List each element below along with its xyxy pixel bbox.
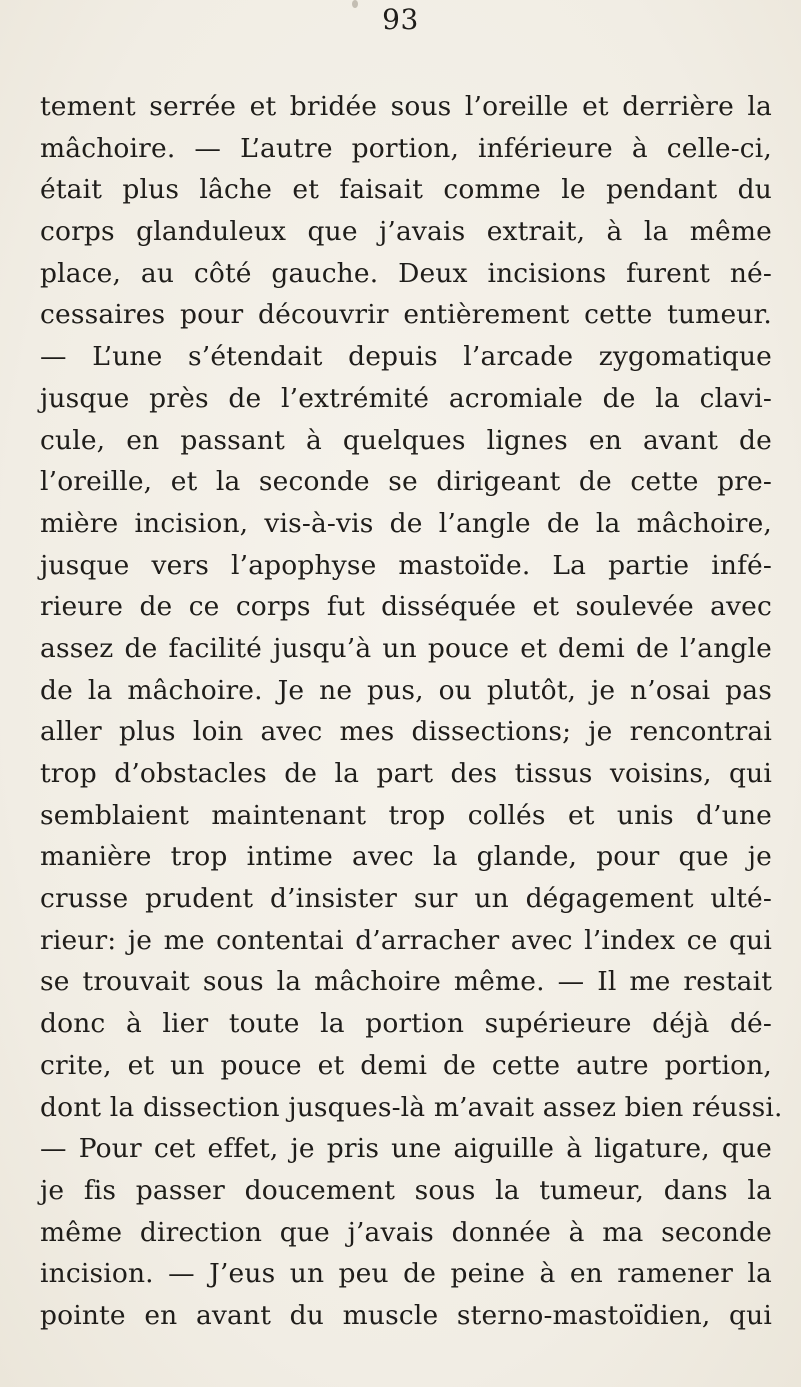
text-line: cule, en passant à quelques lignes en avant de [40, 424, 772, 456]
text-line: assez de facilité jusqu’à un pouce et demi de l’angle [40, 632, 772, 664]
text-line: pointe en avant du muscle sterno-mastoïdien, qui [40, 1299, 772, 1331]
text-line: place, au côté gauche. Deux incisions furent né- [40, 257, 772, 289]
text-line: mâchoire. — L’autre portion, inférieure à celle-ci, [40, 132, 772, 164]
text-line: se trouvait sous la mâchoire même. — Il me restait [40, 966, 772, 998]
body-text [40, 86, 783, 1337]
text-line: manière trop intime avec la glande, pour que je [40, 841, 772, 873]
text-line: donc à lier toute la portion supérieure déjà dé- [40, 1008, 772, 1040]
text-line: corps glanduleux que j’avais extrait, à la même [40, 216, 772, 248]
text-line: mière incision, vis-à-vis de l’angle de la mâchoire, [40, 507, 772, 539]
text-line: rieure de ce corps fut disséquée et soulevée avec [40, 591, 772, 623]
page-number: 93 [382, 3, 419, 36]
text-line: était plus lâche et faisait comme le pendant du [40, 174, 772, 206]
text-line: dont la dissection jusques-là m’avait assez bien réussi. [40, 1091, 783, 1123]
text-line: même direction que j’avais donnée à ma seconde [40, 1216, 772, 1248]
text-line: jusque près de l’extrémité acromiale de la clavi- [40, 382, 772, 414]
text-line: aller plus loin avec mes dissections; je rencontrai [40, 716, 772, 748]
text-line: je fis passer doucement sous la tumeur, dans la [40, 1174, 772, 1206]
text-line: jusque vers l’apophyse mastoïde. La partie infé- [40, 549, 772, 581]
text-line: incision. — J’eus un peu de peine à en ramener la [40, 1258, 772, 1290]
text-line: semblaient maintenant trop collés et unis d’une [40, 799, 772, 831]
text-line: l’oreille, et la seconde se dirigeant de cette pre- [40, 466, 772, 498]
text-line: trop d’obstacles de la part des tissus voisins, qui [40, 758, 772, 789]
text-line: rieur: je me contentai d’arracher avec l’index ce qui [40, 924, 772, 956]
text-line: cessaires pour découvrir entièrement cette tumeur. [40, 299, 772, 331]
text-line: crusse prudent d’insister sur un dégagement ulté- [40, 883, 772, 915]
text-line: tement serrée et bridée sous l’oreille et derrière la [40, 91, 772, 122]
text-line: — L’une s’étendait depuis l’arcade zygomatique [40, 341, 772, 373]
text-line: — Pour cet effet, je pris une aiguille à ligature, que [40, 1133, 772, 1165]
text-line: crite, et un pouce et demi de cette autre portion, [40, 1049, 772, 1081]
text-line: de la mâchoire. Je ne pus, ou plutôt, je n’osai pas [40, 674, 772, 706]
